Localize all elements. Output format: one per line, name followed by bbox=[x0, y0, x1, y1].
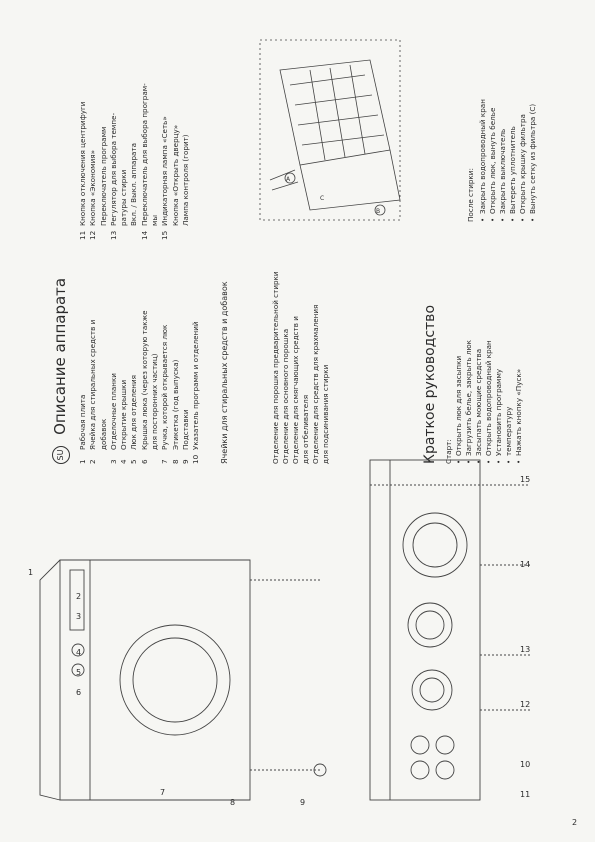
list-item bbox=[88, 83, 98, 240]
description-title: Описание аппарата bbox=[51, 277, 69, 435]
list-item bbox=[150, 83, 160, 240]
guide-step bbox=[494, 340, 504, 464]
list-item bbox=[129, 83, 139, 240]
item-number: 6 bbox=[139, 459, 149, 464]
item-text: Крышка люка (через которую также bbox=[139, 310, 149, 450]
item-text: ратуры стирки bbox=[119, 169, 129, 226]
machine-callout-number: 9 bbox=[300, 798, 306, 807]
guide-step-text: Открыть крышку фильтра bbox=[518, 114, 527, 214]
guide-step-text: Открыть люк для засыпки bbox=[454, 355, 463, 456]
item-text: Рабочая плита bbox=[78, 394, 87, 450]
guide-step-text: Нажать кнопку «Пуск» bbox=[514, 368, 523, 456]
guide-step bbox=[484, 340, 494, 464]
item-text: Переключатель для выбора програм- bbox=[139, 83, 149, 226]
item-number: 4 bbox=[119, 459, 129, 464]
parts-list-right bbox=[78, 83, 191, 240]
guide-step-text: Открыть люк, вынуть белье bbox=[488, 107, 497, 214]
guide-step-text: температуру bbox=[504, 406, 513, 456]
guide-step bbox=[504, 340, 514, 464]
compartment-item: Отделение для основного порошка bbox=[281, 328, 290, 464]
compartment-item: для отбеливателя bbox=[301, 394, 310, 464]
list-item bbox=[78, 83, 88, 240]
item-text: Регулятор для выбора темпе- bbox=[108, 112, 118, 226]
panel-callout-number: 13 bbox=[520, 645, 531, 654]
list-item bbox=[140, 311, 150, 465]
list-item bbox=[119, 311, 129, 465]
item-text: Этикетка (год выпуска) bbox=[170, 359, 180, 450]
guide-step bbox=[514, 340, 524, 464]
item-text: Указатель программ и отделений bbox=[191, 321, 201, 450]
end-label: После стирки: bbox=[466, 168, 475, 222]
bullet-icon: • bbox=[504, 459, 513, 464]
machine-callout-number: 4 bbox=[76, 648, 82, 657]
machine-callout-number: 6 bbox=[76, 688, 82, 697]
bullet-icon: • bbox=[518, 217, 527, 222]
compartment-item: для подсинивания стирки bbox=[321, 364, 330, 464]
item-number: 13 bbox=[108, 230, 118, 240]
item-number: 1 bbox=[78, 459, 87, 464]
guide-step bbox=[464, 340, 474, 464]
bullet-icon: • bbox=[498, 217, 507, 222]
list-item bbox=[99, 83, 109, 240]
item-text: Переключатель программ bbox=[98, 126, 108, 226]
item-text: для посторонних частиц) bbox=[150, 353, 160, 450]
item-text: Подставки bbox=[180, 409, 190, 450]
machine-callout-number: 7 bbox=[160, 788, 166, 797]
item-text: мы bbox=[150, 214, 160, 226]
panel-callout-number: 12 bbox=[520, 700, 531, 709]
list-item bbox=[181, 311, 191, 465]
list-item bbox=[109, 83, 119, 240]
item-text: Люк для отделения bbox=[129, 375, 139, 450]
item-text: Кнопка отключения центрифуги bbox=[78, 101, 87, 226]
bullet-icon: • bbox=[478, 217, 487, 222]
list-item bbox=[119, 83, 129, 240]
list-item bbox=[160, 311, 170, 465]
drawer-letter-b: B bbox=[376, 208, 381, 215]
guide-step bbox=[498, 99, 508, 222]
list-item bbox=[99, 311, 109, 465]
guide-step bbox=[518, 99, 528, 222]
item-text: Кнопка «Открыть дверцу» bbox=[170, 124, 180, 226]
panel-callout-number: 10 bbox=[520, 760, 531, 769]
bullet-icon: • bbox=[514, 459, 523, 464]
guide-step-text: Вынуть сетку из фильтра (С) bbox=[528, 103, 537, 214]
bullet-icon: • bbox=[528, 217, 537, 222]
list-item bbox=[140, 83, 150, 240]
panel-callout-number: 11 bbox=[520, 790, 531, 799]
list-item bbox=[181, 83, 191, 240]
compartment-item: Отделение для средств для крахмаления bbox=[311, 304, 320, 464]
guide-step bbox=[478, 99, 488, 222]
quick-guide-section bbox=[420, 238, 560, 468]
item-number: 15 bbox=[160, 230, 170, 240]
compartment-item: Отделение для смягчающих средств и bbox=[291, 316, 300, 464]
bullet-icon: • bbox=[474, 459, 483, 464]
item-text: Ячейка для стиральных средств и bbox=[88, 319, 98, 450]
item-text: Индикаторная лампа «Сеть» bbox=[160, 116, 170, 226]
bullet-icon: • bbox=[484, 459, 493, 464]
detergent-drawer-drawing bbox=[250, 30, 410, 230]
item-number: 7 bbox=[160, 459, 170, 464]
panel-callout-number: 14 bbox=[520, 560, 531, 569]
machine-callout-number: 8 bbox=[230, 798, 236, 807]
drawer-letter-c: C bbox=[320, 195, 325, 202]
item-number: 5 bbox=[129, 459, 139, 464]
item-text: Кнопка «Экономия» bbox=[88, 150, 98, 226]
quick-guide-end bbox=[462, 36, 552, 226]
guide-step bbox=[528, 99, 538, 222]
item-number: 3 bbox=[108, 459, 118, 464]
machine-callout-number: 5 bbox=[76, 668, 82, 677]
guide-step bbox=[488, 99, 498, 222]
list-item bbox=[171, 311, 181, 465]
machine-callout-number: 1 bbox=[28, 568, 34, 577]
bullet-icon: • bbox=[454, 459, 463, 464]
guide-step bbox=[474, 340, 484, 464]
page-number: 2 bbox=[572, 818, 578, 827]
list-item bbox=[129, 311, 139, 465]
panel-callout-number: 15 bbox=[520, 475, 531, 484]
guide-step-text: Вытереть уплотнитель bbox=[508, 126, 517, 214]
item-text: Ручка, которой открывается люк bbox=[160, 324, 170, 450]
guide-step-text: Засыпать моющие средства bbox=[474, 348, 483, 456]
start-label: Старт: bbox=[444, 439, 453, 464]
list-item bbox=[150, 311, 160, 465]
bullet-icon: • bbox=[494, 459, 503, 464]
item-number: 14 bbox=[139, 230, 149, 240]
drawer-letter-a: A bbox=[286, 176, 291, 183]
item-number: 2 bbox=[88, 459, 98, 464]
bullet-icon: • bbox=[508, 217, 517, 222]
quick-guide-title: Краткое руководство bbox=[422, 304, 438, 464]
language-badge: SU bbox=[52, 446, 70, 464]
guide-step bbox=[508, 99, 518, 222]
item-number: 9 bbox=[180, 459, 190, 464]
bullet-icon: • bbox=[488, 217, 497, 222]
guide-step bbox=[454, 340, 464, 464]
list-item bbox=[109, 311, 119, 465]
list-item bbox=[88, 311, 98, 465]
item-text: добавок bbox=[98, 418, 108, 450]
parts-list-left bbox=[78, 311, 202, 465]
list-item bbox=[171, 83, 181, 240]
item-number: 11 bbox=[78, 230, 87, 240]
compartment-item: Отделение для порошка предварительной стирки bbox=[271, 271, 280, 464]
list-item bbox=[78, 311, 88, 465]
compartments-title: Ячейки для стиральных средств и добавок bbox=[220, 281, 229, 464]
guide-step-text: Открыть водопроводный кран bbox=[484, 340, 493, 456]
list-item bbox=[191, 311, 201, 465]
item-number: 10 bbox=[191, 454, 201, 464]
list-item bbox=[160, 83, 170, 240]
item-text: Отделочные планки bbox=[108, 373, 118, 450]
item-text: Открытие крышки bbox=[119, 379, 129, 450]
guide-step-text: Закрыть выключатель bbox=[498, 128, 507, 214]
item-number: 12 bbox=[88, 230, 98, 240]
guide-step-text: Закрыть водопроводный кран bbox=[478, 99, 487, 214]
machine-callout-number: 2 bbox=[76, 592, 82, 601]
guide-step-text: Загрузить белье, закрыть люк bbox=[464, 340, 473, 456]
quick-guide-start bbox=[444, 340, 524, 464]
washing-machine-drawing bbox=[20, 540, 340, 820]
item-text: Лампа контроля (горит) bbox=[180, 134, 190, 226]
guide-step-text: Установить программу bbox=[494, 368, 503, 456]
item-number: 8 bbox=[170, 459, 180, 464]
compartments-block bbox=[214, 271, 331, 464]
item-text: Вкл. / Выкл. аппарата bbox=[129, 142, 139, 226]
machine-callout-number: 3 bbox=[76, 612, 82, 621]
bullet-icon: • bbox=[464, 459, 473, 464]
